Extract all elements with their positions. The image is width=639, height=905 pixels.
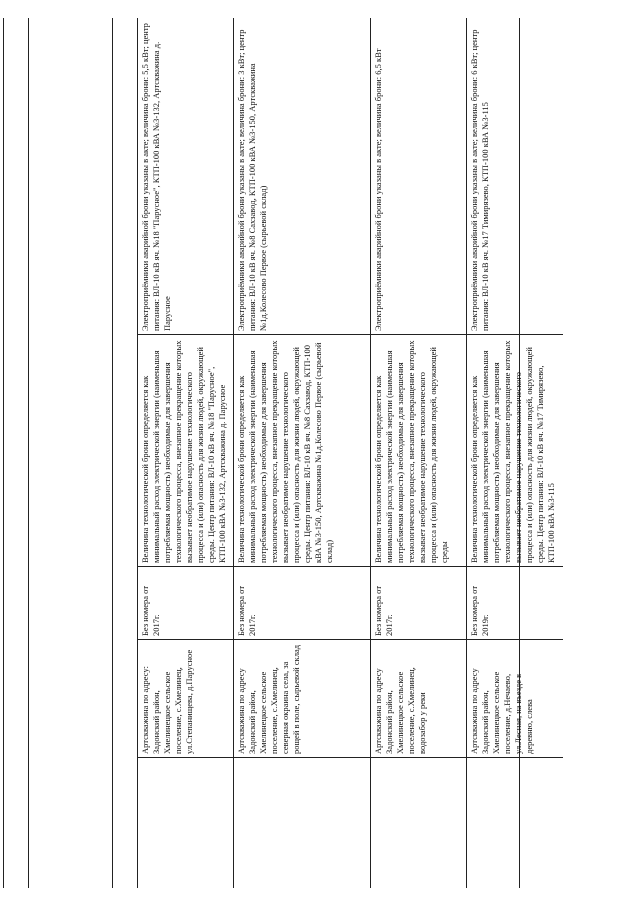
reserve-value-cell: Величина технологической брони определяется как минимальный расход электрической энергии (наименьшая потребляемая мощность) необходимые для завершения технологического процесса, внезапное прекращение которых вызывает необратимое нарушение технологического процесса и (или) опасность для жизни людей, окружающей среды. Центр питания: ВЛ-10 кВ яч. №17 Тимирязево, КТП-100 кВА №3-115 [467, 334, 563, 566]
empty-cell [138, 757, 233, 888]
blank-row [29, 18, 113, 888]
empty-cell [467, 757, 563, 888]
document-ref-cell: Без номера от 2017г. [234, 566, 370, 639]
reserve-value-cell: Величина технологической брони определяется как минимальный расход электрической энергии (наименьшая потребляемая мощность) необходимые для завершения технологического процесса, внезапное прекращение которых вызывает необратимое нарушение технологического процесса и (или) опасность для жизни людей, окружающей среды [371, 334, 466, 566]
act-cell: Электроприёмники аварийной брони указаны в акте; величина брони: 3 кВт; центр питания: ВЛ-10 кВ яч. №8 Сахзавод, КТП-100 кВА №3-150, Артскважина №1д.Колесово Первое (сырьевой склад) [236, 29, 268, 331]
table-row [371, 18, 467, 888]
location-cell: Артскважина по адресу Задонский район, Хмелинецкое сельское поселение, д.Нечаево, ул.Лесная, на въезде в деревню, слева [467, 639, 563, 757]
reserve-table [3, 18, 556, 888]
empty-cell [371, 757, 466, 888]
document-ref-cell: Без номера от 2019г. [467, 566, 563, 639]
rotated-table-container [3, 18, 556, 888]
empty-cell [234, 757, 370, 888]
table-row [234, 18, 371, 888]
reserve-value-cell: Величина технологической брони определяется как минимальный расход электрической энергии (наименьшая потребляемая мощность) необходимые для завершения технологического процесса, внезапное прекращение которых вызывает необратимое нарушение технологического процесса и (или) опасность для жизни людей, окружающей среды. Центр питания: ВЛ-10 кВ яч. №8 Сахзавод, КТП-100 кВА №3-150, Артскважина №1д.Колесово Первое (сырьевой склад) [234, 334, 370, 566]
act-cell: Электроприёмники аварийной брони указаны в акте; величина брони: 5,5 кВт; центр питания: ВЛ-10 кВ яч. №18 "Парусное", КТП-100 кВА №3-132, Артскважина д. Парусное [140, 23, 172, 331]
location-cell: Артскважина по адресу Задонский район, Хмелинецкое сельское поселение, с.Хмелинец, северная окраина села, за рощей в поле, сырьевой склад [234, 639, 370, 757]
blank-row [113, 18, 138, 888]
act-cell: Электроприёмники аварийной брони указаны в акте; величина брони: 6,5 кВт [373, 48, 383, 331]
location-cell: Артскважина по адресу Задонский район, Хмелинецкое сельское поселение, с.Хмелинец, водозабор у реки [371, 639, 466, 757]
reserve-value-cell: Величина технологической брони определяется как минимальный расход электрической энергии (наименьшая потребляемая мощность) необходимые для завершения технологического процесса, внезапное прекращение которых вызывает необратимое нарушение технологического процесса и (или) опасность для жизни людей, окружающей среды. Центр питания: ВЛ-10 кВ яч. №18 "Парусное", КТП-100 кВА №3-132, Артскважина д. Парусное [138, 334, 233, 566]
table-row [138, 18, 234, 888]
table-row [467, 18, 563, 888]
act-cell: Электроприёмники аварийной брони указаны в акте; величина брони: 6 кВт; центр питания: ВЛ-10 кВ яч. №17 Тимирязево, КТП-100 кВА №3-115 [469, 29, 490, 331]
blank-row [4, 18, 29, 888]
document-ref-cell: Без номера от 2017г. [371, 566, 466, 639]
location-cell: Артскважина по адресу: Задонский район, Хмелинецкое сельское поселение, с.Хмелинец, ул.Степанищева, д.Парусное [138, 639, 233, 757]
document-ref-cell: Без номера от 2017г. [138, 566, 233, 639]
